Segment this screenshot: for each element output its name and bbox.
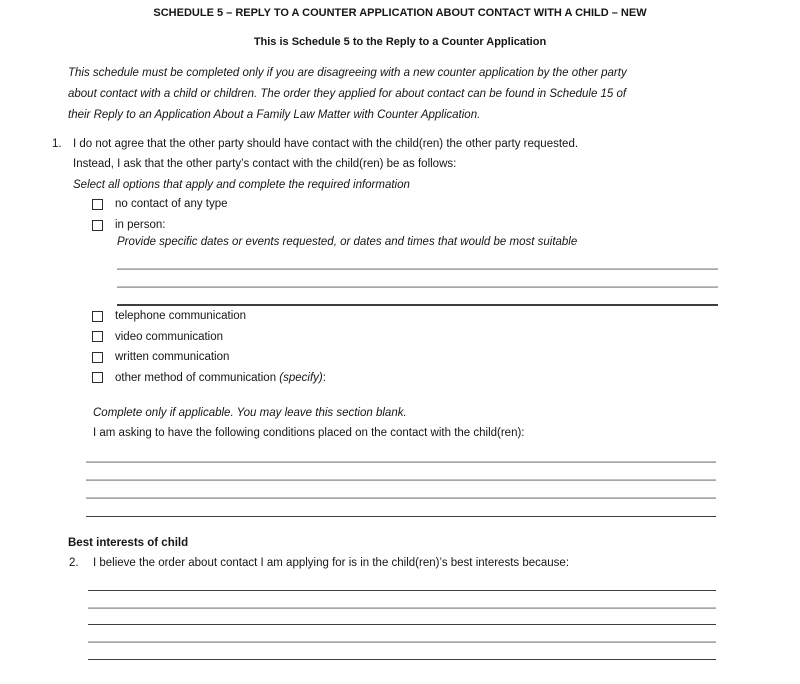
best-interests-line-2[interactable] bbox=[88, 607, 716, 609]
other-method-colon: : bbox=[322, 371, 326, 384]
option-row-telephone[interactable] bbox=[92, 309, 246, 323]
conditions-line-3[interactable] bbox=[86, 497, 716, 499]
option-row-other-method[interactable] bbox=[92, 371, 326, 385]
checkbox-label bbox=[115, 371, 326, 385]
form-title: SCHEDULE 5 – REPLY TO A COUNTER APPLICATION ABOUT CONTACT WITH A CHILD – NEW bbox=[153, 7, 647, 19]
contact-dates-line-3[interactable] bbox=[117, 304, 718, 306]
intro-line-1: This schedule must be completed only if you are disagreeing with a new counter application by the other party bbox=[68, 67, 627, 79]
checkbox-written[interactable] bbox=[92, 352, 103, 363]
option-row-no-contact[interactable] bbox=[92, 197, 228, 211]
intro-line-2: about contact with a child or children. The order they applied for about contact can be found in Schedule 15 of bbox=[68, 88, 627, 100]
checkbox-video[interactable] bbox=[92, 331, 103, 342]
item-2-number: 2. bbox=[69, 557, 79, 569]
option-row-in-person[interactable] bbox=[92, 218, 166, 232]
specify-italic: (specify) bbox=[279, 371, 323, 384]
item-1-statement-line-1: I do not agree that the other party should have contact with the child(ren) the other party requested. bbox=[73, 138, 579, 150]
conditions-prompt: I am asking to have the following conditions placed on the contact with the child(ren): bbox=[93, 427, 525, 439]
option-row-video[interactable] bbox=[92, 330, 223, 344]
checkbox-label: no contact of any type bbox=[115, 198, 228, 210]
checkbox-other-method[interactable] bbox=[92, 372, 103, 383]
item-2-statement: I believe the order about contact I am applying for is in the child(ren)’s best interests because: bbox=[93, 557, 570, 569]
best-interests-line-4[interactable] bbox=[88, 641, 716, 643]
checkbox-label: telephone communication bbox=[115, 310, 247, 322]
select-options-instruction: Select all options that apply and complete the required information bbox=[73, 179, 410, 191]
item-1-statement-line-2: Instead, I ask that the other party’s contact with the child(ren) be as follows: bbox=[73, 158, 457, 170]
best-interests-line-3[interactable] bbox=[88, 624, 716, 626]
best-interests-line-5[interactable] bbox=[88, 659, 716, 661]
checkbox-label: video communication bbox=[115, 330, 224, 343]
in-person-note: Provide specific dates or events requested, or dates and times that would be most suitable bbox=[117, 236, 578, 248]
conditions-note: Complete only if applicable. You may leave this section blank. bbox=[93, 407, 407, 419]
conditions-line-4[interactable] bbox=[86, 516, 716, 518]
best-interests-line-1[interactable] bbox=[88, 590, 716, 592]
checkbox-in-person[interactable] bbox=[92, 220, 103, 231]
contact-dates-line-2[interactable] bbox=[117, 286, 718, 288]
checkbox-telephone[interactable] bbox=[92, 311, 103, 322]
option-row-written[interactable] bbox=[92, 350, 229, 364]
other-method-text: other method of communication bbox=[115, 371, 280, 384]
item-1-number: 1. bbox=[52, 138, 62, 150]
intro-paragraph bbox=[68, 63, 627, 126]
checkbox-label: written communication bbox=[115, 351, 230, 363]
checkbox-label: in person: bbox=[115, 219, 166, 231]
best-interests-heading: Best interests of child bbox=[68, 537, 189, 549]
checkbox-no-contact[interactable] bbox=[92, 199, 103, 210]
intro-line-3: their Reply to an Application About a Family Law Matter with Counter Application. bbox=[68, 109, 481, 121]
conditions-line-1[interactable] bbox=[86, 461, 716, 463]
form-subtitle: This is Schedule 5 to the Reply to a Counter Application bbox=[253, 36, 547, 48]
contact-dates-line-1[interactable] bbox=[117, 268, 718, 270]
conditions-line-2[interactable] bbox=[86, 479, 716, 481]
